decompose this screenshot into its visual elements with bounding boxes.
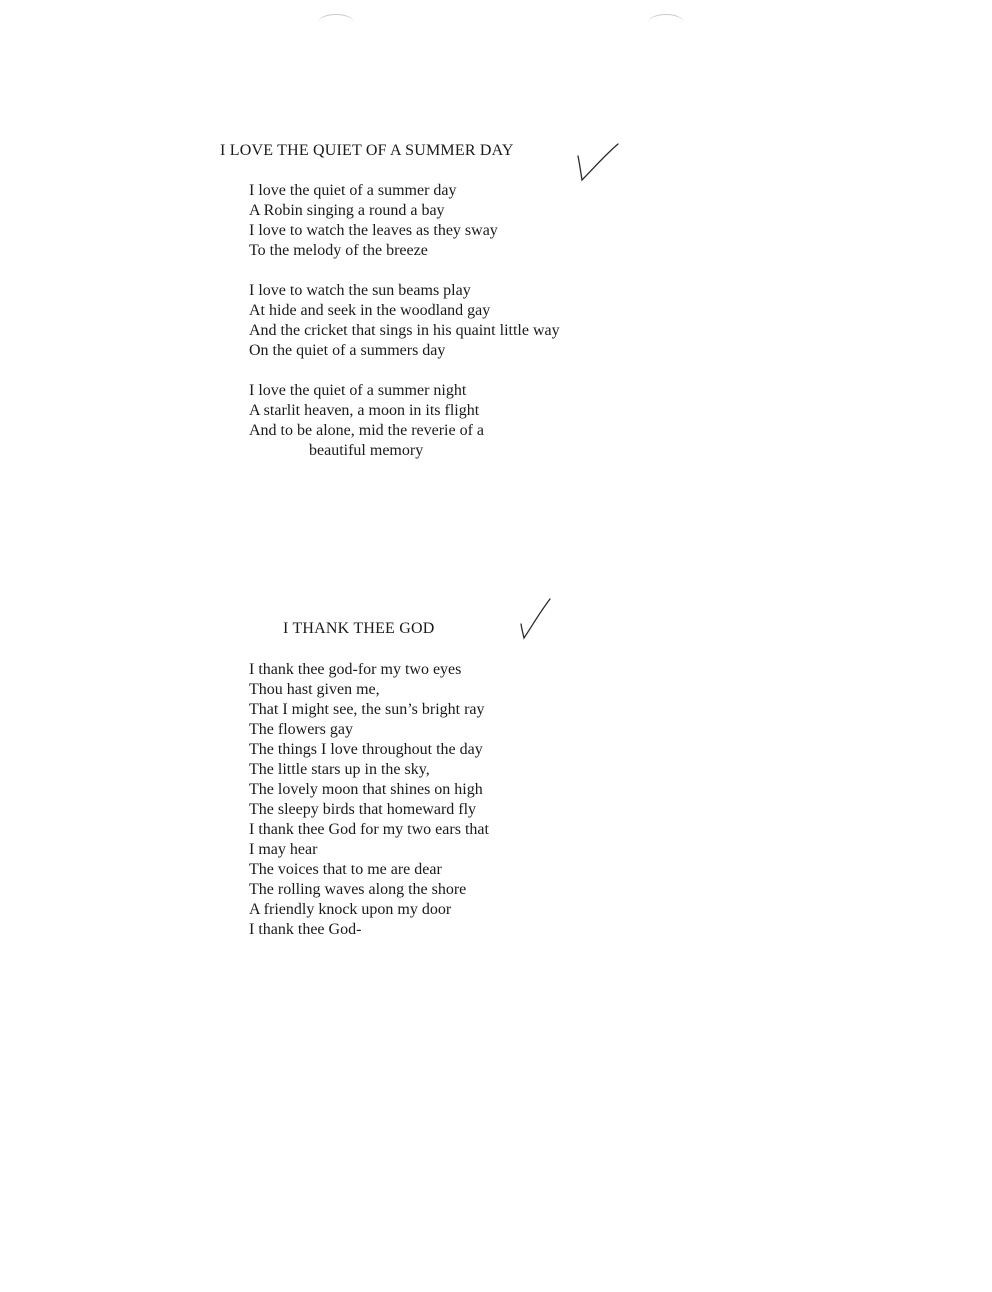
poem-line: Thou hast given me, [249,681,380,698]
poem-line: The rolling waves along the shore [249,881,467,898]
poem-line: The voices that to me are dear [249,861,442,878]
poem-line: I thank thee god-for my two eyes [249,661,462,678]
poem-line: To the melody of the breeze [249,242,428,259]
checkmark-icon [574,140,622,184]
punch-hole-mark [318,14,354,31]
poem-line: I love to watch the sun beams play [249,282,471,299]
poem-line: On the quiet of a summers day [249,342,446,359]
poem-line: The things I love throughout the day [249,741,483,758]
poem-line: And to be alone, mid the reverie of a [249,422,485,439]
poem-line: A Robin singing a round a bay [249,202,445,219]
poem-line: A starlit heaven, a moon in its flight [249,402,480,419]
poem-title: I LOVE THE QUIET OF A SUMMER DAY [220,142,514,159]
poem-line: I love to watch the leaves as they sway [249,222,498,239]
punch-hole-mark [648,14,684,31]
poem-line: A friendly knock upon my door [249,901,452,918]
checkmark-icon [518,596,554,642]
poem-line: At hide and seek in the woodland gay [249,302,491,319]
poem-body [249,660,489,960]
poem-line: The sleepy birds that homeward fly [249,801,477,818]
poem-line: The lovely moon that shines on high [249,781,483,798]
stanza [249,281,560,361]
poem-line: beautiful memory [309,442,424,459]
poem-line: That I might see, the sun’s bright ray [249,701,485,718]
poem-title: I THANK THEE GOD [283,620,435,637]
poem-line: I love the quiet of a summer night [249,382,467,399]
poem-line: And the cricket that sings in his quaint little way [249,322,560,339]
poem-line: I thank thee God for my two ears that [249,821,489,838]
poem-line: I thank thee God- [249,921,362,938]
poem-line: The flowers gay [249,721,353,738]
poem-line: The little stars up in the sky, [249,761,430,778]
stanza [249,181,560,261]
stanza [249,660,489,940]
poem-body [249,181,560,481]
stanza [249,381,560,461]
poem-line: I may hear [249,841,318,858]
poem-line: I love the quiet of a summer day [249,182,457,199]
